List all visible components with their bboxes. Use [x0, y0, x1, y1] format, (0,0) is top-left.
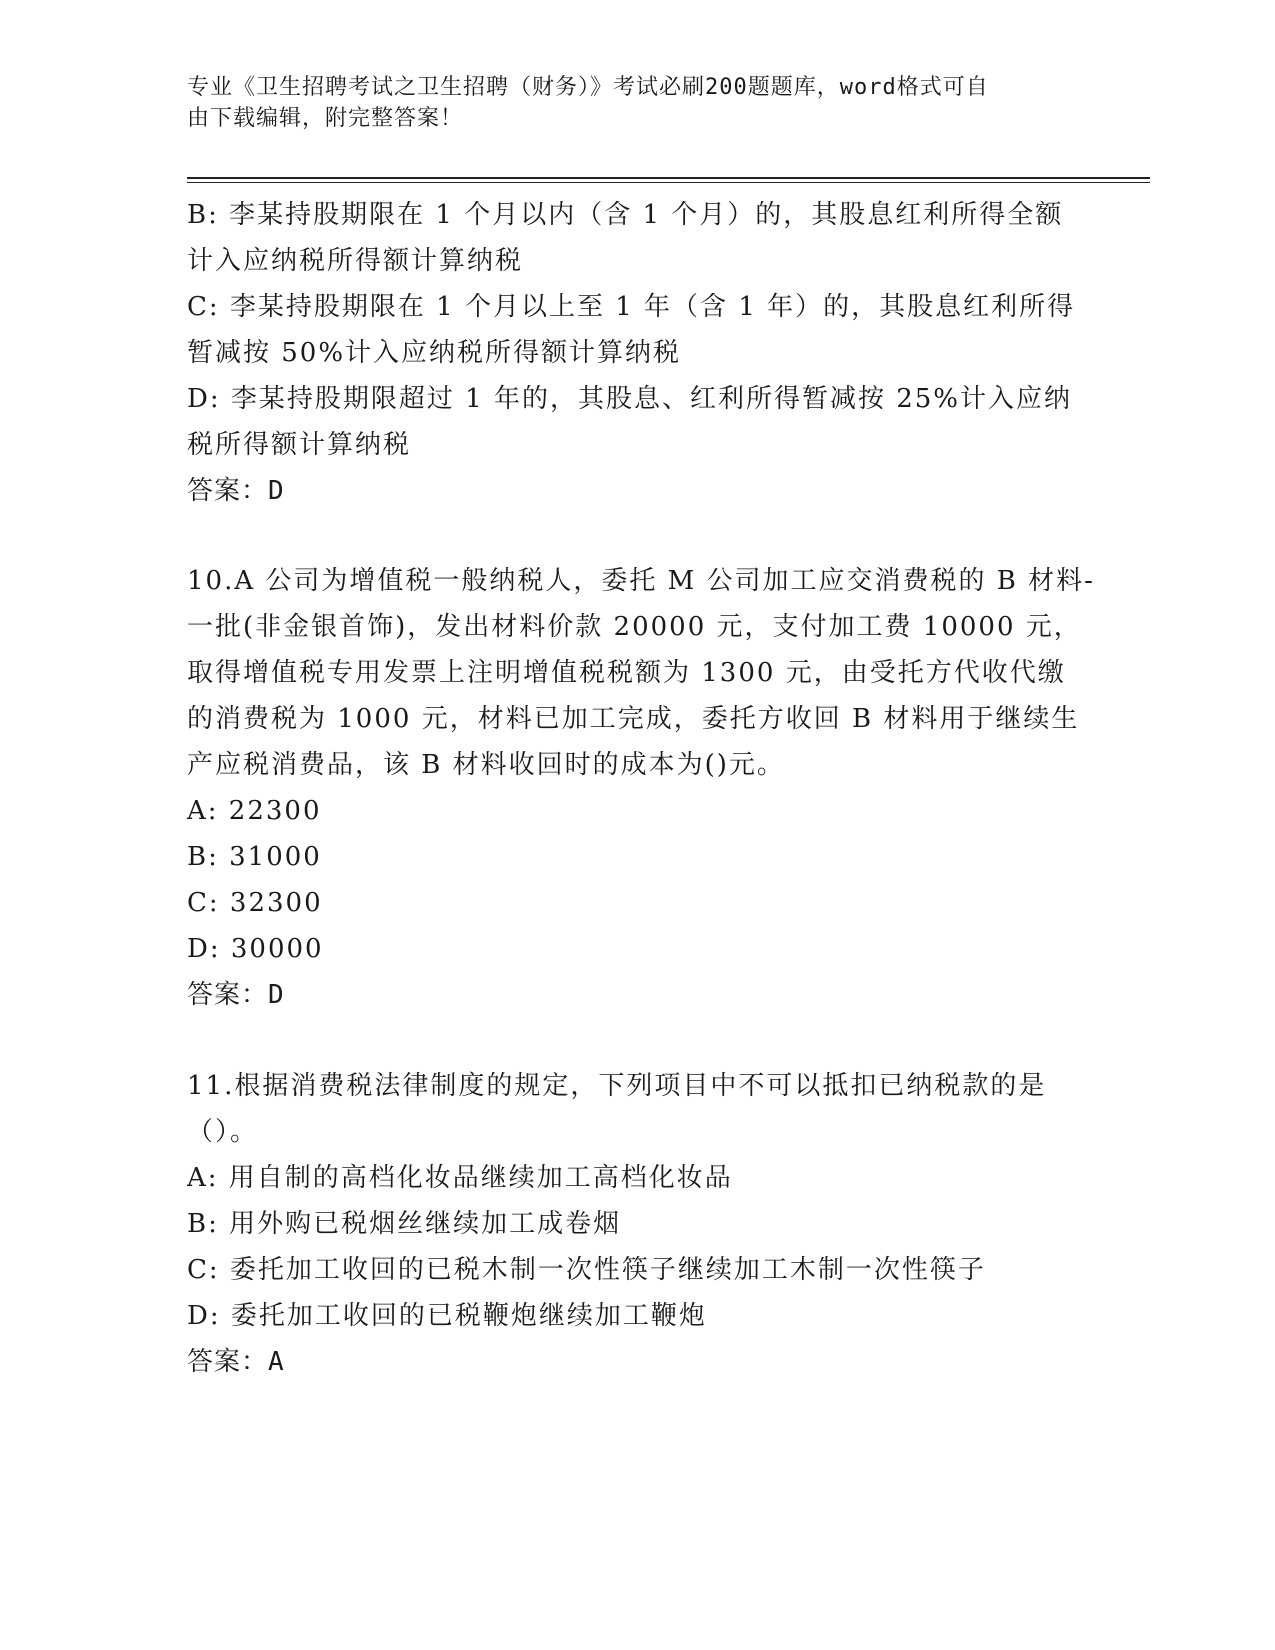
q11-stem-line-1: 11.根据消费税法律制度的规定，下列项目中不可以抵扣已纳税款的是 — [187, 1071, 1047, 1101]
q11-option-c: C: 委托加工收回的已税木制一次性筷子继续加工木制一次性筷子 — [187, 1255, 986, 1285]
header-line-1: 专业《卫生招聘考试之卫生招聘（财务）》考试必刷200题题库，word格式可自 — [187, 75, 989, 100]
q10-option-a: A: 22300 — [187, 796, 322, 826]
q9-option-d-line-2: 税所得额计算纳税 — [187, 430, 412, 460]
spacer — [187, 514, 1077, 558]
q10-stem-line-1: 10.A 公司为增值税一般纳税人，委托 M 公司加工应交消费税的 B 材料- — [187, 566, 1095, 596]
q11-answer: 答案：A — [187, 1347, 285, 1377]
question-9 — [187, 192, 1077, 514]
question-10 — [187, 558, 1095, 1018]
q9-answer: 答案：D — [187, 476, 285, 506]
header-line-2: 由下载编辑，附完整答案！ — [187, 106, 464, 131]
q11-option-d: D: 委托加工收回的已税鞭炮继续加工鞭炮 — [187, 1301, 707, 1331]
q10-stem-line-5: 产应税消费品，该 B 材料收回时的成本为()元。 — [187, 750, 785, 780]
spacer — [187, 1018, 1077, 1063]
q11-stem-line-2: （）。 — [187, 1117, 259, 1147]
q11-option-b: B: 用外购已税烟丝继续加工成卷烟 — [187, 1209, 622, 1239]
document-header — [187, 72, 1067, 134]
header-rule-thin — [187, 182, 1150, 183]
q9-option-c-line-1: C: 李某持股期限在 1 个月以上至 1 年（含 1 年）的，其股息红利所得 — [187, 292, 1076, 322]
q10-stem-line-4: 的消费税为 1000 元，材料已加工完成，委托方收回 B 材料用于继续生 — [187, 704, 1080, 734]
question-11 — [187, 1063, 1077, 1385]
q10-option-c: C: 32300 — [187, 888, 323, 918]
q10-answer: 答案：D — [187, 980, 285, 1010]
q9-option-c-line-2: 暂减按 50%计入应纳税所得额计算纳税 — [187, 338, 682, 368]
q9-option-b-line-1: B: 李某持股期限在 1 个月以内（含 1 个月）的，其股息红利所得全额 — [187, 200, 1064, 230]
q11-option-a: A: 用自制的高档化妆品继续加工高档化妆品 — [187, 1163, 733, 1193]
q10-option-d: D: 30000 — [187, 934, 324, 964]
q9-option-b-line-2: 计入应纳税所得额计算纳税 — [187, 246, 524, 276]
q10-option-b: B: 31000 — [187, 842, 322, 872]
header-rule-thick — [187, 177, 1150, 179]
document-body — [187, 192, 1095, 1385]
q10-stem-line-3: 取得增值税专用发票上注明增值税税额为 1300 元，由受托方代收代缴 — [187, 658, 1066, 688]
q9-option-d-line-1: D: 李某持股期限超过 1 年的，其股息、红利所得暂减按 25%计入应纳 — [187, 384, 1072, 414]
q10-stem-line-2: 一批(非金银首饰)，发出材料价款 20000 元，支付加工费 10000 元， — [187, 612, 1082, 642]
